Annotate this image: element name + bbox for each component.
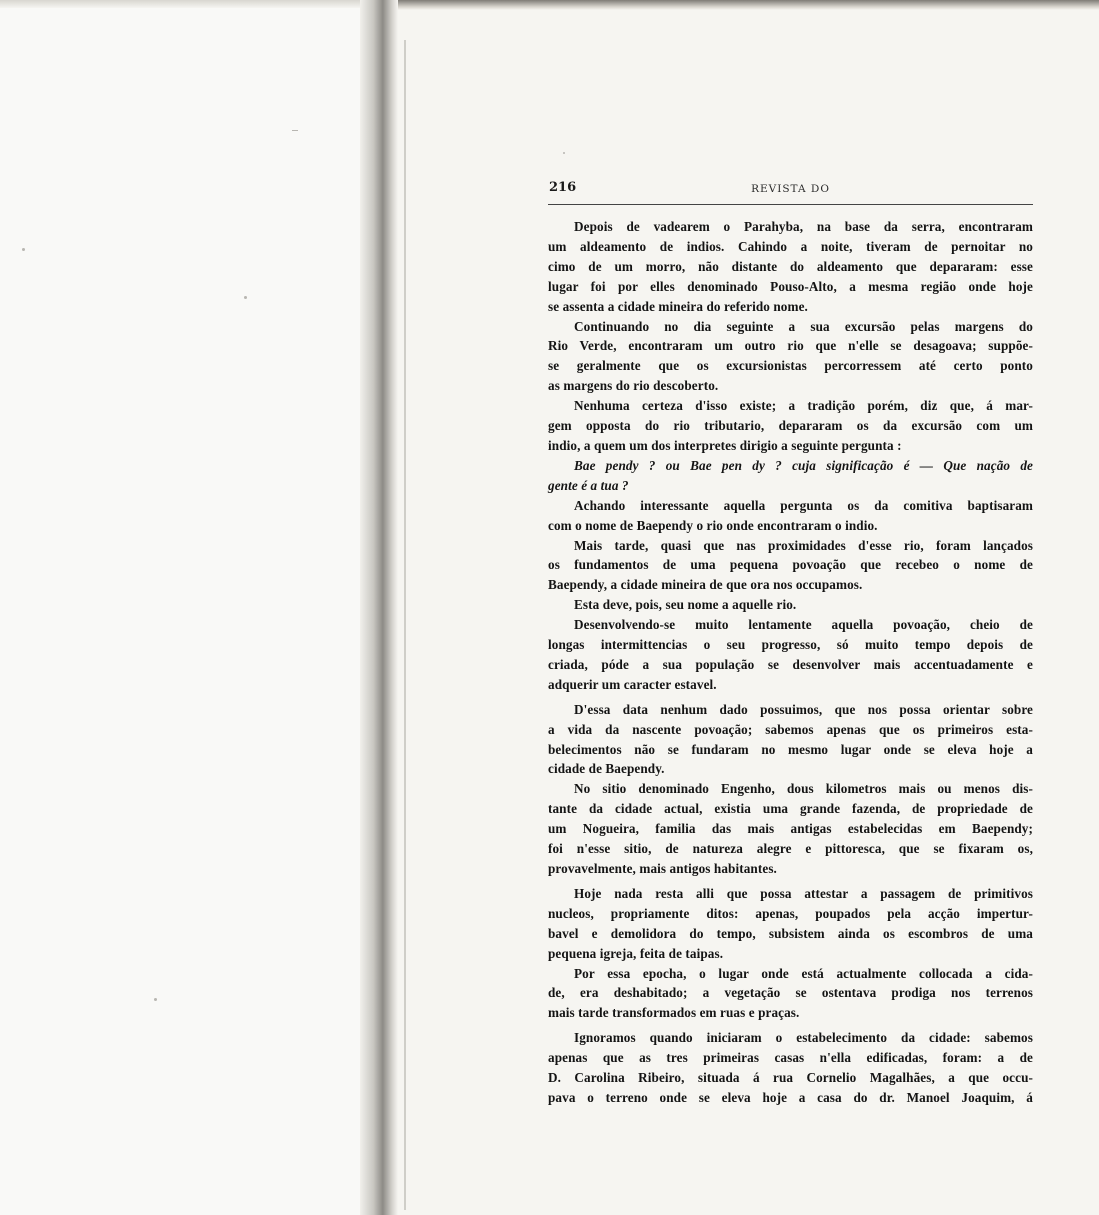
text-line: D'essa data nenhum dado possuimos, que nos possa orientar sobre [574, 701, 1033, 717]
text-line: Achando interessante aquella pergunta os da comitiva baptisaram [574, 497, 1033, 513]
body-text [548, 217, 1033, 1108]
paragraph [548, 595, 1033, 615]
text-line: tante da cidade actual, existia uma grande fazenda, de propriedade de [548, 801, 1033, 817]
paper-speck [563, 152, 565, 154]
text-line: com o nome de Baependy o rio onde encontraram o indio. [548, 517, 878, 533]
text-line: Hoje nada resta alli que possa attestar a passagem de primitivos [574, 885, 1033, 901]
text-line: cidade de Baependy. [548, 761, 665, 777]
text-line: indio, a quem um dos interpretes dirigio a seguinte pergunta : [548, 437, 902, 453]
text-line: pequena igreja, feita de taipas. [548, 945, 724, 961]
text-line: Desenvolvendo-se muito lentamente aquella povoação, cheio de [574, 617, 1033, 633]
text-line: provavelmente, mais antigos habitantes. [548, 861, 777, 876]
paragraph [548, 615, 1033, 695]
text-line: Por essa epocha, o lugar onde está actualmente collocada a cida- [574, 965, 1033, 981]
left-blank-page [0, 0, 365, 1215]
text-line: foi n'esse sitio, de natureza alegre e pittoresca, que se fixaram os, [548, 841, 1033, 857]
paragraph [548, 536, 1033, 596]
paragraph [548, 396, 1033, 456]
text-line: Rio Verde, encontraram um outro rio que n'elle se desagoava; suppõe- [548, 338, 1033, 354]
text-line: as margens do rio descoberto. [548, 378, 719, 394]
text-line: os fundamentos de uma pequena povoação que recebeo o nome de [548, 557, 1033, 573]
header-rule [548, 204, 1033, 205]
book-gutter [360, 0, 398, 1215]
paragraph [548, 1028, 1033, 1108]
paragraph [548, 317, 1033, 397]
text-line: D. Carolina Ribeiro, situada á rua Cornelio Magalhães, a que occu- [548, 1070, 1033, 1086]
text-line: belecimentos não se fundaram no mesmo lugar onde se eleva hoje a [548, 741, 1033, 757]
paper-speck [22, 248, 25, 251]
running-header [548, 176, 1033, 200]
text-line: bavel e demolidora do tempo, subsistem ainda os escombros de uma [548, 925, 1033, 941]
paper-speck [292, 130, 298, 131]
paragraph-question [548, 456, 1033, 496]
text-line: de, era deshabitado; a vegetação se ostentava prodiga nos terrenos [548, 985, 1033, 1001]
text-line: nucleos, propriamente ditos: apenas, poupados pela acção impertur- [548, 905, 1033, 921]
running-title: REVISTA DO [751, 183, 830, 195]
text-line: um aldeamento de indios. Cahindo a noite, tiveram de pernoitar no [548, 238, 1033, 254]
text-line: apenas que as tres primeiras casas n'ella edificadas, foram: a de [548, 1050, 1033, 1066]
text-line: gente é a tua ? [548, 477, 629, 493]
text-line: Mais tarde, quasi que nas proximidades d'esse rio, foram lançados [574, 537, 1033, 553]
text-line: longas intermittencias o seu progresso, só muito tempo depois de [548, 637, 1033, 653]
text-line: Depois de vadearem o Parahyba, na base da serra, encontraram [574, 219, 1033, 234]
text-line: Continuando no dia seguinte a sua excursão pelas margens do [574, 318, 1033, 334]
text-line: se assenta a cidade mineira do referido nome. [548, 298, 808, 314]
paper-speck [244, 296, 247, 299]
paragraph [548, 217, 1033, 317]
text-line: adquerir um caracter estavel. [548, 676, 717, 692]
book-page [548, 176, 1033, 1108]
top-binding-shadow [380, 0, 1099, 10]
text-line: criada, póde a sua população se desenvolver mais accentuadamente e [548, 656, 1033, 672]
text-line: se geralmente que os excursionistas percorressem até certo ponto [548, 358, 1033, 374]
text-line: Nenhuma certeza d'isso existe; a tradição porém, diz que, á mar- [574, 398, 1033, 414]
text-line: No sitio denominado Engenho, dous kilometros mais ou menos dis- [574, 781, 1033, 797]
gutter-edge-line [404, 40, 406, 1210]
text-line: a vida da nascente povoação; sabemos apenas que os primeiros esta- [548, 721, 1033, 737]
text-line: Ignoramos quando iniciaram o estabelecimento da cidade: sabemos [574, 1030, 1033, 1046]
text-line: um Nogueira, familia das mais antigas estabelecidas em Baependy; [548, 821, 1033, 837]
page-number: 216 [549, 180, 577, 195]
paragraph [548, 496, 1033, 536]
paper-speck [154, 998, 157, 1001]
text-line: Bae pendy ? ou Bae pen dy ? cuja significação é — Que nação de [574, 457, 1033, 473]
text-line: pava o terreno onde se eleva hoje a casa do dr. Manoel Joaquim, á [548, 1089, 1033, 1105]
text-line: lugar foi por elles denominado Pouso-Alto, a mesma região onde hoje [548, 278, 1033, 294]
text-line: gem opposta do rio tributario, depararam os da excursão com um [548, 418, 1033, 434]
text-line: mais tarde transformados em ruas e praças. [548, 1005, 800, 1021]
text-line: Baependy, a cidade mineira de que ora nos occupamos. [548, 577, 863, 593]
paragraph [548, 964, 1033, 1024]
paragraph [548, 700, 1033, 780]
text-line: cimo de um morro, não distante do aldeamento que depararam: esse [548, 258, 1033, 274]
paragraph [548, 779, 1033, 879]
paragraph [548, 884, 1033, 964]
text-line: Esta deve, pois, seu nome a aquelle rio. [574, 597, 797, 613]
